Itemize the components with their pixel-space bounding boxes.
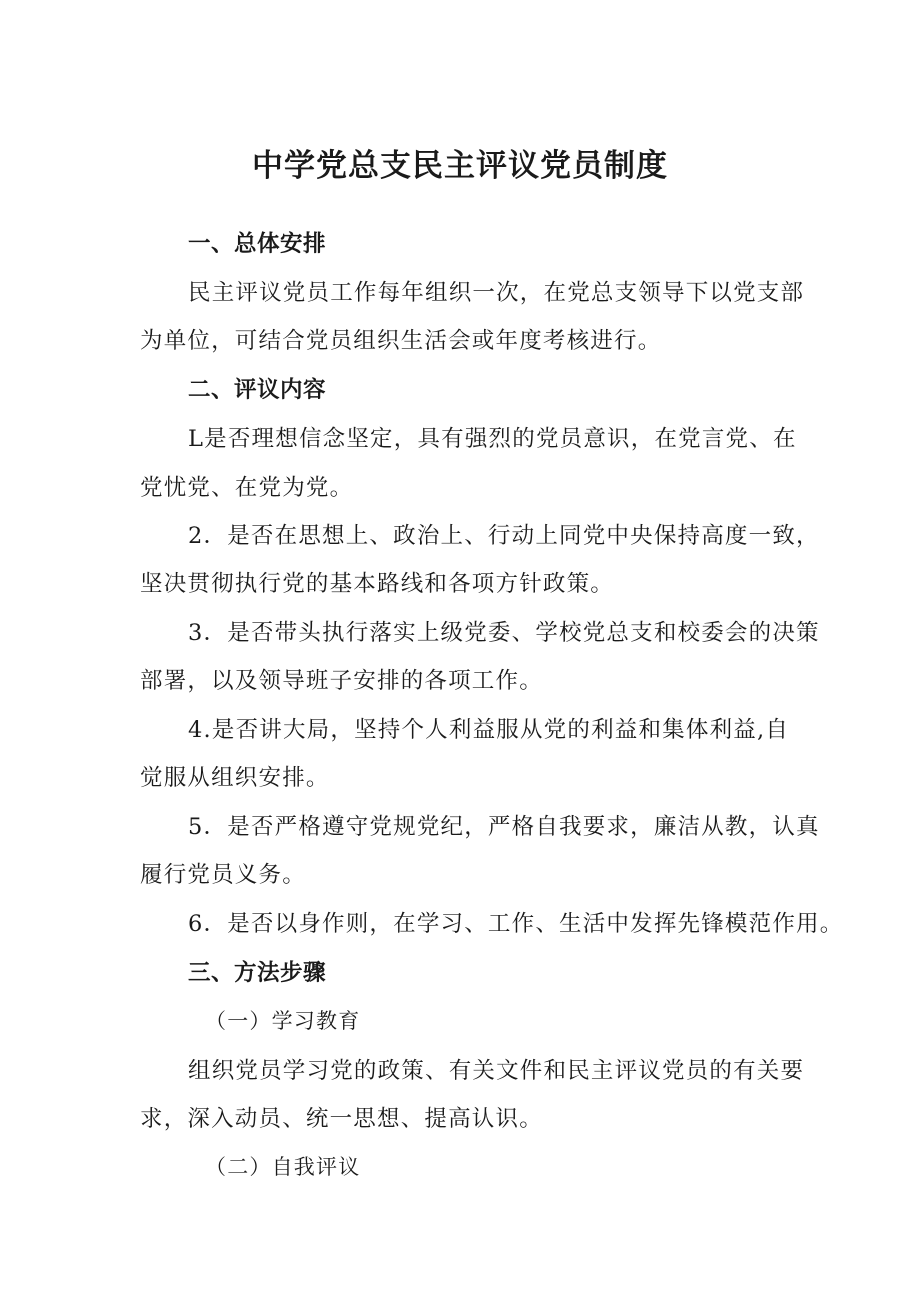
paragraph-line: 组织党员学习党的政策、有关文件和民主评议党员的有关要 [188, 1058, 805, 1084]
list-item-line: 5．是否严格遵守党规党纪，严格自我要求，廉洁从教，认真 [188, 814, 820, 840]
list-item-line: 觉服从组织安排。 [140, 765, 330, 791]
subsection-heading-study-education: （一）学习教育 [205, 1009, 361, 1033]
list-item-line: L是否理想信念坚定，具有强烈的党员意识，在党言党、在 [188, 426, 797, 452]
section-heading-overall-arrangement: 一、总体安排 [188, 231, 327, 257]
list-item-line: 部署，以及领导班子安排的各项工作。 [140, 668, 543, 694]
list-item-line: 履行党员义务。 [140, 862, 306, 888]
list-item-line: 4.是否讲大局，坚持个人利益服从党的利益和集体利益,自 [188, 717, 790, 743]
paragraph-line: 求，深入动员、统一思想、提高认识。 [140, 1106, 543, 1132]
section-heading-review-content: 二、评议内容 [188, 377, 327, 403]
list-item-line: 6．是否以身作则，在学习、工作、生活中发挥先锋模范作用。 [188, 911, 844, 937]
document-title: 中学党总支民主评议党员制度 [252, 148, 668, 184]
paragraph-line: 民主评议党员工作每年组织一次，在党总支领导下以党支部 [188, 280, 805, 306]
list-item-line: 坚决贯彻执行党的基本路线和各项方针政策。 [140, 571, 615, 597]
list-item-line: 党忧党、在党为党。 [140, 475, 354, 501]
list-item-line: 2．是否在思想上、政治上、行动上同党中央保持高度一致， [188, 523, 820, 549]
list-item-line: 3．是否带头执行落实上级党委、学校党总支和校委会的决策 [188, 620, 820, 646]
section-heading-method-steps: 三、方法步骤 [188, 960, 327, 986]
paragraph-line: 为单位，可结合党员组织生活会或年度考核进行。 [140, 328, 662, 354]
subsection-heading-self-review: （二）自我评议 [205, 1155, 361, 1179]
